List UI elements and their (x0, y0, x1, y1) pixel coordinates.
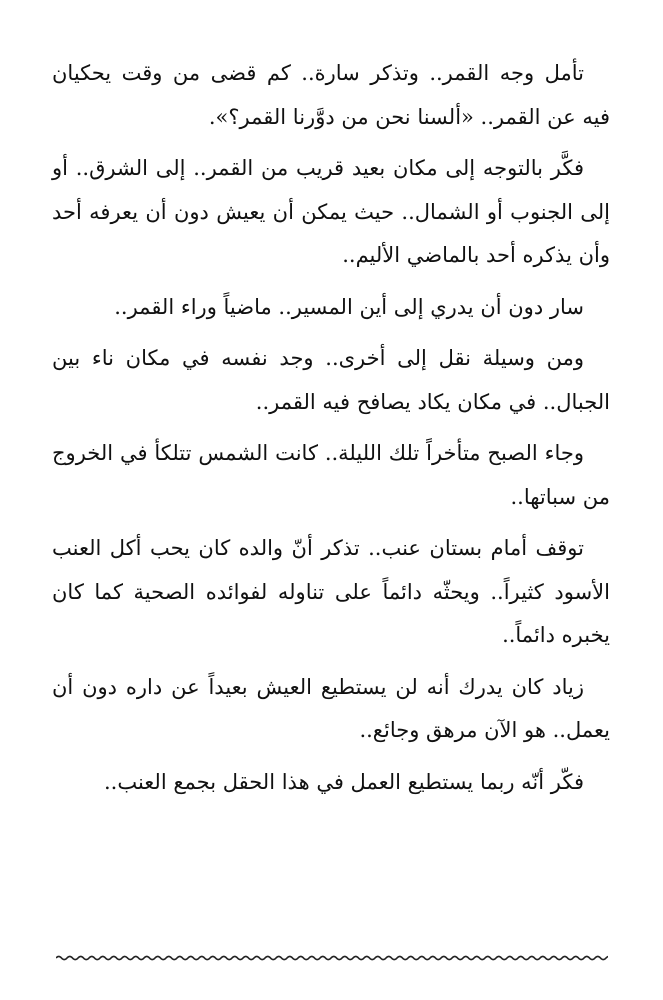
paragraph-7 (52, 666, 610, 753)
book-page (52, 52, 610, 812)
paragraph-text: تأمل وجه القمر.. وتذكر سارة.. كم قضى من وقت يحكيان فيه عن القمر.. «ألسنا نحن من دوَّرنا القمر؟». (52, 61, 610, 129)
paragraph-6 (52, 527, 610, 658)
paragraph-text: ومن وسيلة نقل إلى أخرى.. وجد نفسه في مكان ناء بين الجبال.. في مكان يكاد يصافح فيه القمر.. (52, 346, 610, 414)
paragraph-5 (52, 432, 610, 519)
paragraph-text: سار دون أن يدري إلى أين المسير.. ماضياً وراء القمر.. (114, 294, 584, 319)
paragraph-text: توقف أمام بستان عنب.. تذكر أنّ والده كان يحب أكل العنب الأسود كثيراً.. ويحثّه دائماً على تناوله لفوائده الصحية كما كان يخبره دائماً.. (52, 536, 610, 647)
paragraph-text: فكَّر بالتوجه إلى مكان بعيد قريب من القمر.. إلى الشرق.. أو إلى الجنوب أو الشمال.. حيث يمكن أن يعيش دون أن يعرفه أحد وأن يذكره أحد بالماضي الأليم.. (52, 156, 610, 267)
paragraph-8 (52, 761, 610, 805)
paragraph-1 (52, 52, 610, 139)
paragraph-text: وجاء الصبح متأخراً تلك الليلة.. كانت الشمس تتلكأ في الخروج من سباتها.. (52, 441, 610, 509)
paragraph-3 (52, 286, 610, 330)
paragraph-text: فكّر أنّه ربما يستطيع العمل في هذا الحقل بجمع العنب.. (103, 769, 584, 794)
wavy-line-icon (56, 948, 608, 968)
paragraph-2 (52, 147, 610, 278)
wavy-divider (56, 948, 608, 968)
paragraph-4 (52, 337, 610, 424)
paragraph-text: زياد كان يدرك أنه لن يستطيع العيش بعيداً عن داره دون أن يعمل.. هو الآن مرهق وجائع.. (52, 674, 610, 742)
